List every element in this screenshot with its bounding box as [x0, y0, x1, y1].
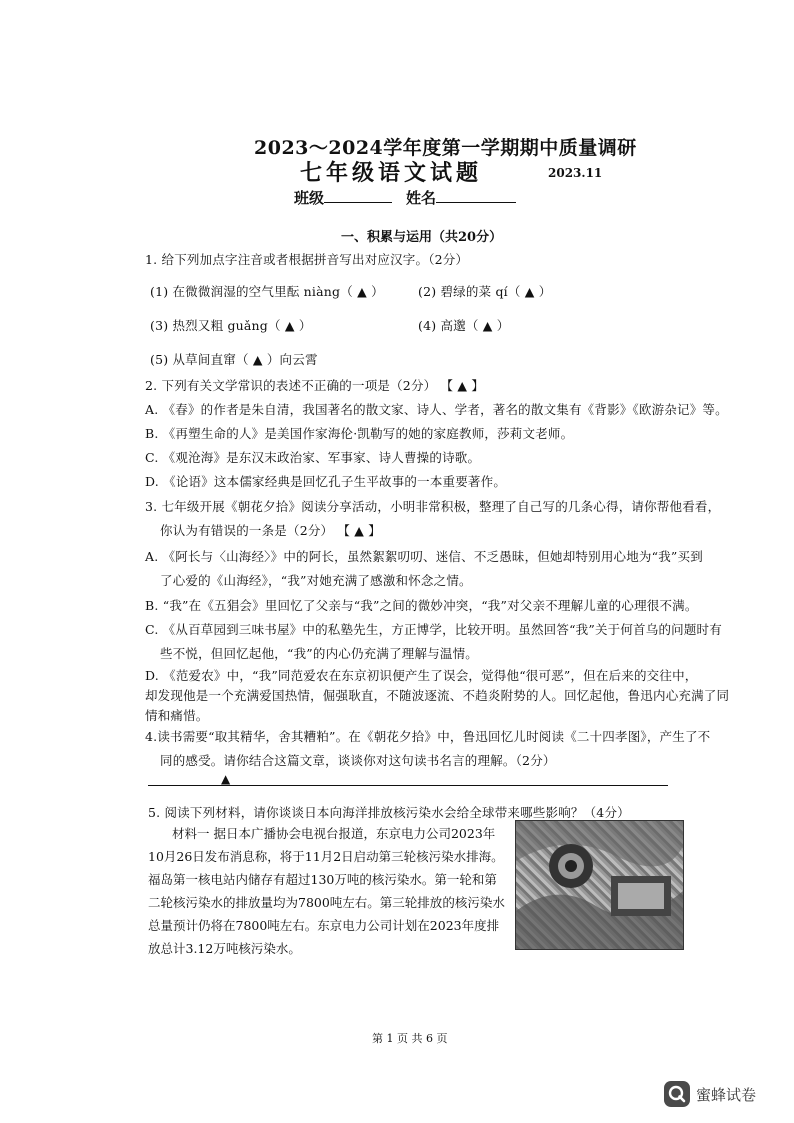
q2-option-d: D. 《论语》这本儒家经典是回忆孔子生平故事的一本重要著作。: [145, 474, 507, 489]
q-logo-icon: [664, 1081, 690, 1107]
q2-option-c: C. 《观沧海》是东汉末政治家、军事家、诗人曹操的诗歌。: [145, 450, 481, 465]
name-field: [406, 187, 516, 208]
q1-item-5: (5) 从草间直窜（ ▲ ）向云霄: [150, 352, 318, 367]
section-heading: 一、积累与运用（共20分）: [341, 230, 503, 245]
q3-option-c-line-2: 些不悦，但回忆起他，“我”的内心仍充满了理解与温情。: [160, 646, 478, 661]
q2-stem: 2. 下列有关文学常识的表述不正确的一项是（2分） 【 ▲ 】: [145, 378, 485, 393]
q5-material-one: 材料一 据日本广播协会电视台报道，东京电力公司2023年10月26日发布消息称，将于11月2日启动第三轮核污染水排海。福岛第一核电站内储存有超过130万吨的核污染水。第一轮和第二轮核污染水的排放量均为7800吨左右。第三轮排放的核污染水总量预计仍将在7800吨左右。东京电力公司计划在2023年度排放总计3.12万吨核污染水。: [148, 826, 505, 956]
q4-stem-line-1: 4.读书需要“取其精华，舍其糟粕”。在《朝花夕拾》中，鲁迅回忆儿时阅读《二十四孝图》，产生了不: [145, 729, 711, 744]
q1-item-4: (4) 高邈（ ▲ ）: [418, 318, 510, 333]
exam-date: 2023.11: [548, 166, 603, 180]
q3-option-c-line-1: C. 《从百草园到三味书屋》中的私塾先生，方正博学，比较开明。虽然回答“我”关于何首乌的问题时有: [145, 622, 722, 637]
q3-option-d-line-2: 却发现他是一个充满爱国热情，倔强耿直，不随波逐流、不趋炎附势的人。回忆起他，鲁迅内心充满了同: [145, 688, 730, 703]
q3-option-d-line-3: 情和痛惜。: [145, 708, 209, 723]
q1-item-1: (1) 在微微润湿的空气里酝 niàng（ ▲ ）: [150, 284, 384, 299]
nuclear-water-photo: [515, 820, 684, 950]
q4-stem-line-2: 同的感受。请你结合这篇文章，谈谈你对这句读书名言的理解。（2分）: [160, 753, 556, 768]
photo-illustration: [516, 821, 683, 949]
q3-option-a-line-2: 了心爱的《山海经》，“我”对她充满了感激和怀念之情。: [160, 573, 472, 588]
name-label: 姓名: [406, 189, 437, 207]
exam-subtitle: 七年级语文试题: [300, 160, 483, 186]
q3-option-b: B. “我”在《五猖会》里回忆了父亲与“我”之间的微妙冲突，“我”对父亲不理解儿童的心理很不满。: [145, 598, 698, 613]
q3-stem-line-2: 你认为有错误的一条是（2分） 【 ▲ 】: [160, 523, 381, 538]
q4-answer-marker: ▲: [221, 772, 231, 786]
exam-title: 2023～2024学年度第一学期期中质量调研: [254, 137, 637, 159]
q2-option-b: B. 《再塑生命的人》是美国作家海伦·凯勒写的她的家庭教师，莎莉文老师。: [145, 426, 574, 441]
q3-option-d-line-1: D. 《范爱农》中，“我”同范爱农在东京初识便产生了误会，觉得他“很可恶”，但在后来的交往中，: [145, 668, 698, 683]
page-number: 第 1 页 共 6 页: [372, 1032, 448, 1045]
class-field: [294, 187, 392, 208]
q1-item-2: (2) 碧绿的菜 qí（ ▲ ）: [418, 284, 552, 299]
q3-stem-line-1: 3. 七年级开展《朝花夕拾》阅读分享活动，小明非常积极，整理了自己写的几条心得，请你帮他看看，: [145, 499, 721, 514]
class-blank[interactable]: [324, 188, 392, 203]
watermark-text: 蜜蜂试卷: [696, 1085, 757, 1104]
q1-item-3: (3) 热烈又粗 guǎng（ ▲ ）: [150, 318, 312, 333]
name-blank[interactable]: [436, 188, 516, 203]
q5-stem: 5. 阅读下列材料，请你谈谈日本向海洋排放核污染水会给全球带来哪些影响？（4分）: [148, 805, 630, 820]
class-label: 班级: [294, 189, 325, 207]
q3-option-a-line-1: A. 《阿长与〈山海经〉》中的阿长，虽然絮絮叨叨、迷信、不乏愚昧，但她却特别用心地为“我”买到: [145, 549, 703, 564]
watermark-logo: [664, 1078, 776, 1110]
q2-option-a: A. 《春》的作者是朱自清，我国著名的散文家、诗人、学者，著名的散文集有《背影》《欧游杂记》等。: [145, 402, 728, 417]
q1-stem: 1. 给下列加点字注音或者根据拼音写出对应汉字。（2分）: [145, 252, 469, 267]
